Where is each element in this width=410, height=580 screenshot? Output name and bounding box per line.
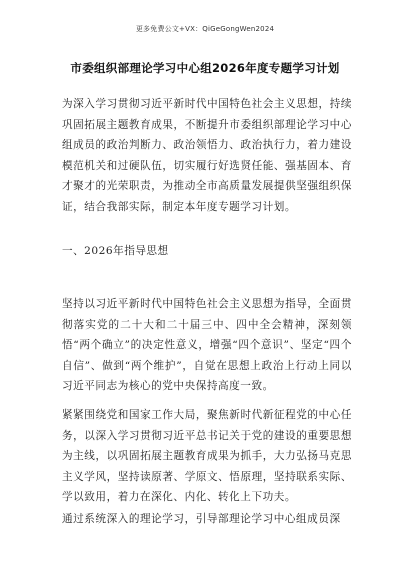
- header-note: 更多免费公文+VX：QiGeGongWen2024: [135, 25, 275, 33]
- section1-paragraph-1: 坚持以习近平新时代中国特色社会主义思想为指导，全面贯彻落实党的二十大和二十届三中、四中全会精神，深刻领悟“两个确立”的决定性意义，增强“四个意识”、坚定“四个自信”、做到“两个维护”，自觉在思想上政治上行动上同以习近平同志为核心的党中央保持高度一致。: [62, 298, 352, 392]
- document-title: 市委组织部理论学习中心组2026年度专题学习计划: [70, 61, 340, 75]
- section-heading-guiding-thought: 一、2026年指导思想: [62, 245, 169, 257]
- intro-paragraph: 为深入学习贯彻习近平新时代中国特色社会主义思想，持续巩固拓展主题教育成果，不断提升市委组织部理论学习中心组成员的政治判断力、政治领悟力、政治执行力，着力建设模范机关和过硬队伍，切实履行好选贤任能、强基固本、育才聚才的光荣职责，为推动全市高质量发展提供坚强组织保证，结合我部实际，制定本年度专题学习计划。: [62, 98, 352, 213]
- section1-paragraph-2: 紧紧围绕党和国家工作大局，聚焦新时代新征程党的中心任务，以深入学习贯彻习近平总书记关于党的建设的重要思想为主线，以巩固拓展主题教育成果为抓手，大力弘扬马克思主义学风，坚持读原著、学原文、悟原理，坚持联系实际、学以致用，着力在深化、内化、转化上下功夫。: [62, 409, 352, 503]
- section1-paragraph-3: 通过系统深入的理论学习，引导部理论学习中心组成员深: [62, 513, 341, 525]
